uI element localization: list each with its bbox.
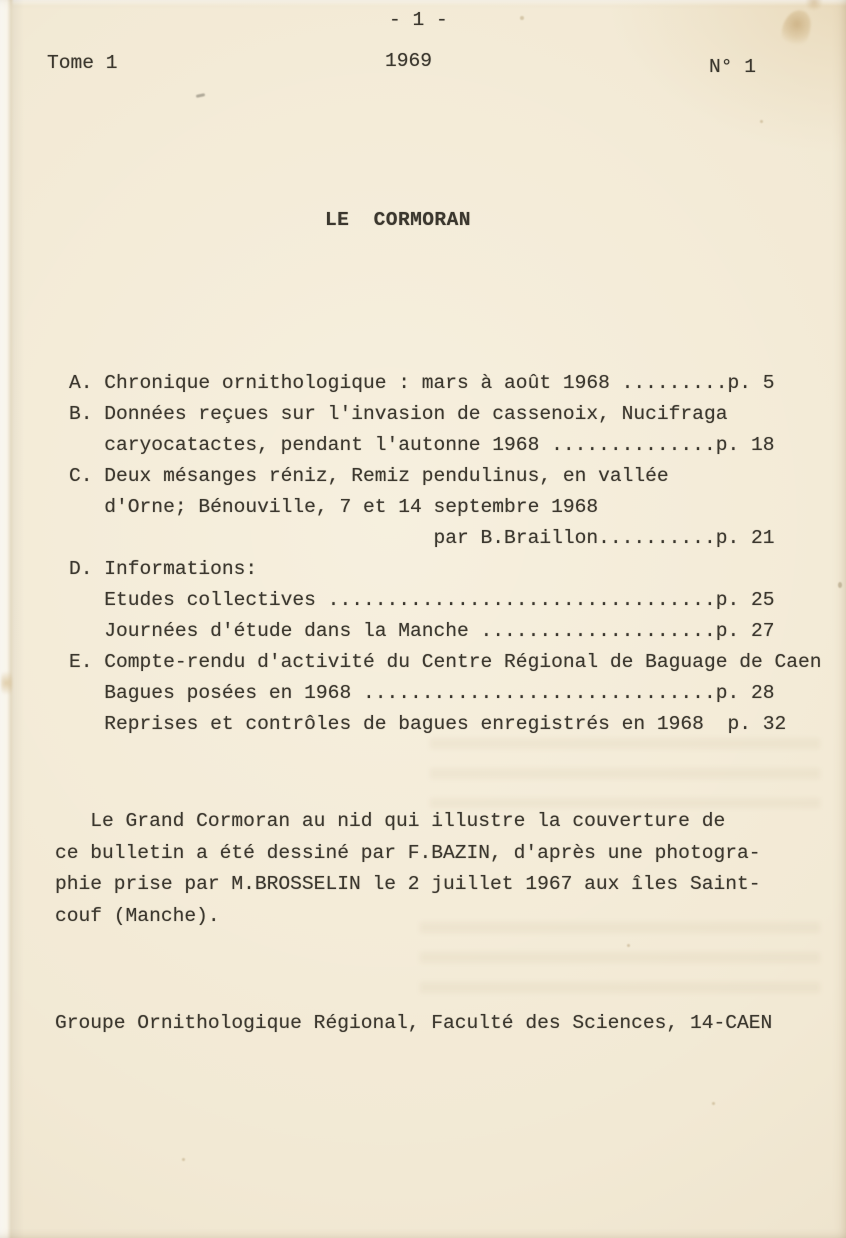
table-of-contents	[69, 368, 822, 740]
paper-speck	[712, 1102, 715, 1105]
ink-bleedthrough	[430, 738, 820, 808]
paper-smudge	[1, 668, 12, 698]
page-number: - 1 -	[389, 9, 448, 31]
toc-line: par B.Braillon..........p. 21	[69, 527, 775, 549]
note-line: ce bulletin a été dessiné par F.BAZIN, d'après une photogra-	[55, 841, 761, 864]
paper-speck	[627, 944, 630, 947]
toc-line: C. Deux mésanges réniz, Remiz pendulinus, en vallée	[69, 465, 669, 487]
issue-number: N° 1	[709, 56, 757, 78]
toc-line: E. Compte-rendu d'activité du Centre Régional de Baguage de Caen	[69, 651, 822, 673]
paper-speck	[182, 1158, 185, 1161]
cover-illustration-note	[55, 806, 761, 933]
note-line: Le Grand Cormoran au nid qui illustre la couverture de	[55, 810, 726, 832]
toc-line: A. Chronique ornithologique : mars à août 1968 .........p. 5	[69, 372, 775, 394]
year-label: 1969	[385, 50, 433, 72]
pencil-mark	[196, 93, 205, 98]
toc-line: B. Données reçues sur l'invasion de cassenoix, Nucifraga	[69, 403, 728, 425]
toc-line: Etudes collectives .................................p. 25	[69, 589, 775, 611]
toc-line: d'Orne; Bénouville, 7 et 14 septembre 1968	[69, 496, 599, 518]
publisher-line: Groupe Ornithologique Régional, Faculté des Sciences, 14-CAEN	[55, 1012, 773, 1034]
paper-stain	[804, 0, 824, 10]
ink-bleedthrough	[420, 922, 820, 1006]
toc-line: Bagues posées en 1968 ..............................p. 28	[69, 682, 775, 704]
toc-line: Reprises et contrôles de bagues enregistrés en 1968 p. 32	[69, 713, 787, 735]
tome-label: Tome 1	[47, 52, 118, 74]
paper-speck	[760, 120, 763, 123]
journal-title: LE CORMORAN	[325, 209, 471, 231]
toc-line: Journées d'étude dans la Manche ....................p. 27	[69, 620, 775, 642]
paper-stain	[779, 8, 812, 52]
note-line: couf (Manche).	[55, 905, 220, 928]
toc-line: D. Informations:	[69, 558, 258, 580]
note-line: phie prise par M.BROSSELIN le 2 juillet 1967 aux îles Saint-	[55, 873, 761, 896]
paper-speck	[520, 16, 524, 20]
toc-line: caryocatactes, pendant l'autonne 1968 ..............p. 18	[69, 434, 775, 456]
paper-speck	[838, 582, 842, 588]
